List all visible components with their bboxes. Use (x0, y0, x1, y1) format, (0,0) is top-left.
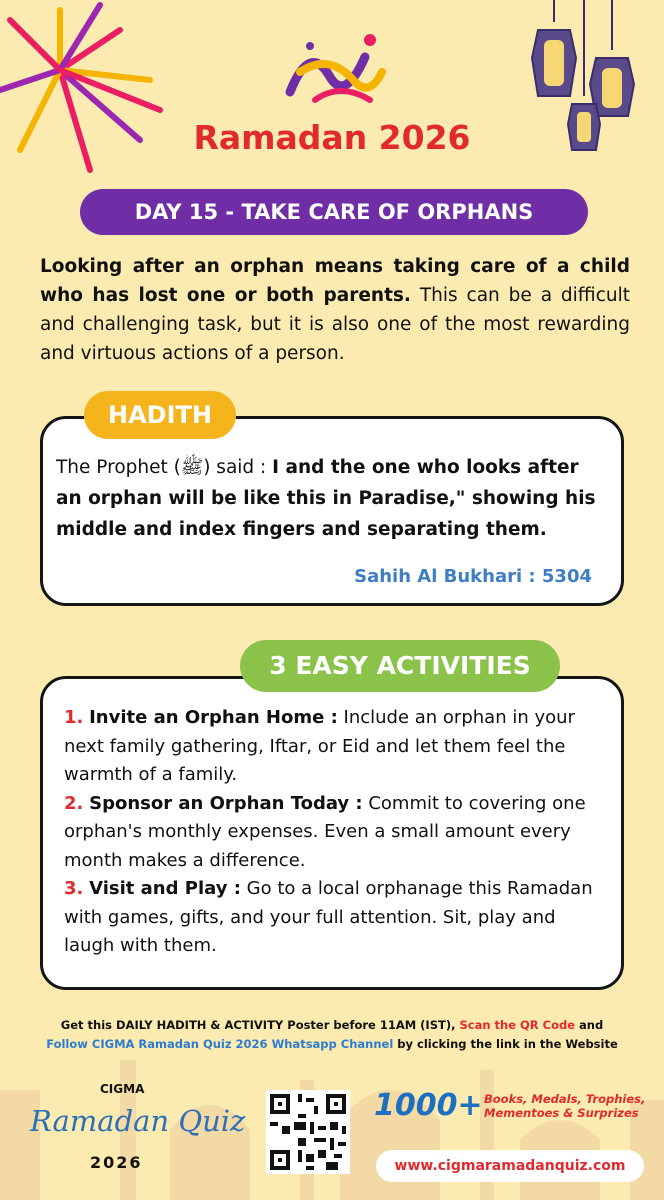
activity-item (64, 875, 604, 961)
intro-paragraph (40, 252, 630, 368)
website-link[interactable]: www.cigmaramadanquiz.com (376, 1150, 644, 1182)
activity-text: Include an orphan in your next family gathering, Iftar, or Eid and let them feel the warmth of a family. (64, 707, 575, 785)
intro-bold-text: Looking after an orphan means taking care of a child who has lost one or both parents. (40, 256, 630, 306)
brand-script-logo: Ramadan Quiz (30, 1104, 246, 1138)
footer-line2-b: by clicking the link in the Website (393, 1037, 618, 1051)
footer-line1-c: and (575, 1018, 604, 1032)
hadith-text (56, 452, 596, 545)
whatsapp-channel-link[interactable]: Follow CIGMA Ramadan Quiz 2026 Whatsapp Channel (46, 1037, 394, 1051)
activities-tag: 3 EASY ACTIVITIES (240, 640, 560, 692)
activity-item (64, 790, 604, 876)
hadith-source: Sahih Al Bukhari : 5304 (354, 566, 592, 587)
prize-line-2: Mementoes & Surprizes (484, 1106, 639, 1120)
page-title: Ramadan 2026 (193, 118, 471, 157)
activity-text: Go to a local orphanage this Ramadan with games, gifts, and your full attention. Sit, play and laugh with them. (64, 878, 593, 956)
qr-code-icon[interactable] (266, 1090, 350, 1174)
prize-count: 1000+ (374, 1088, 483, 1123)
hadith-quote: I and the one who looks after an orphan will be like this in Paradise," showing his middle and index fingers and separating them. (56, 457, 596, 540)
activity-label: Sponsor an Orphan Today : (89, 792, 363, 814)
footer-note (20, 1016, 644, 1054)
ramadan-calligraphy-logo (270, 22, 400, 112)
intro-rest-text: This can be a difficult and challenging task, but it is also one of the most rewarding and virtuous actions of a person. (40, 285, 630, 364)
day-title-banner: DAY 15 - TAKE CARE OF ORPHANS (80, 189, 588, 235)
activity-item (64, 704, 604, 790)
activity-label: Visit and Play : (89, 878, 241, 899)
activity-number: 2. (64, 792, 84, 814)
brand-cigma: CIGMA (100, 1082, 145, 1096)
scan-qr-link[interactable]: Scan the QR Code (459, 1018, 576, 1032)
fireworks-icon (0, 0, 200, 200)
hadith-tag: HADITH (84, 391, 236, 439)
brand-year: 2026 (90, 1153, 143, 1172)
activity-text: Commit to covering one orphan's monthly expenses. Even a small amount every month makes a difference. (64, 792, 586, 871)
activity-number: 3. (64, 878, 84, 899)
prize-line-1: Books, Medals, Trophies, (484, 1092, 646, 1106)
activities-list (64, 704, 604, 961)
hadith-prefix: The Prophet (ﷺ) said : (56, 457, 273, 478)
footer-line1-a: Get this DAILY HADITH & ACTIVITY Poster before 11AM (IST), (60, 1018, 460, 1032)
prize-description (484, 1092, 654, 1120)
activity-label: Invite an Orphan Home : (89, 707, 338, 728)
activity-number: 1. (64, 707, 84, 728)
